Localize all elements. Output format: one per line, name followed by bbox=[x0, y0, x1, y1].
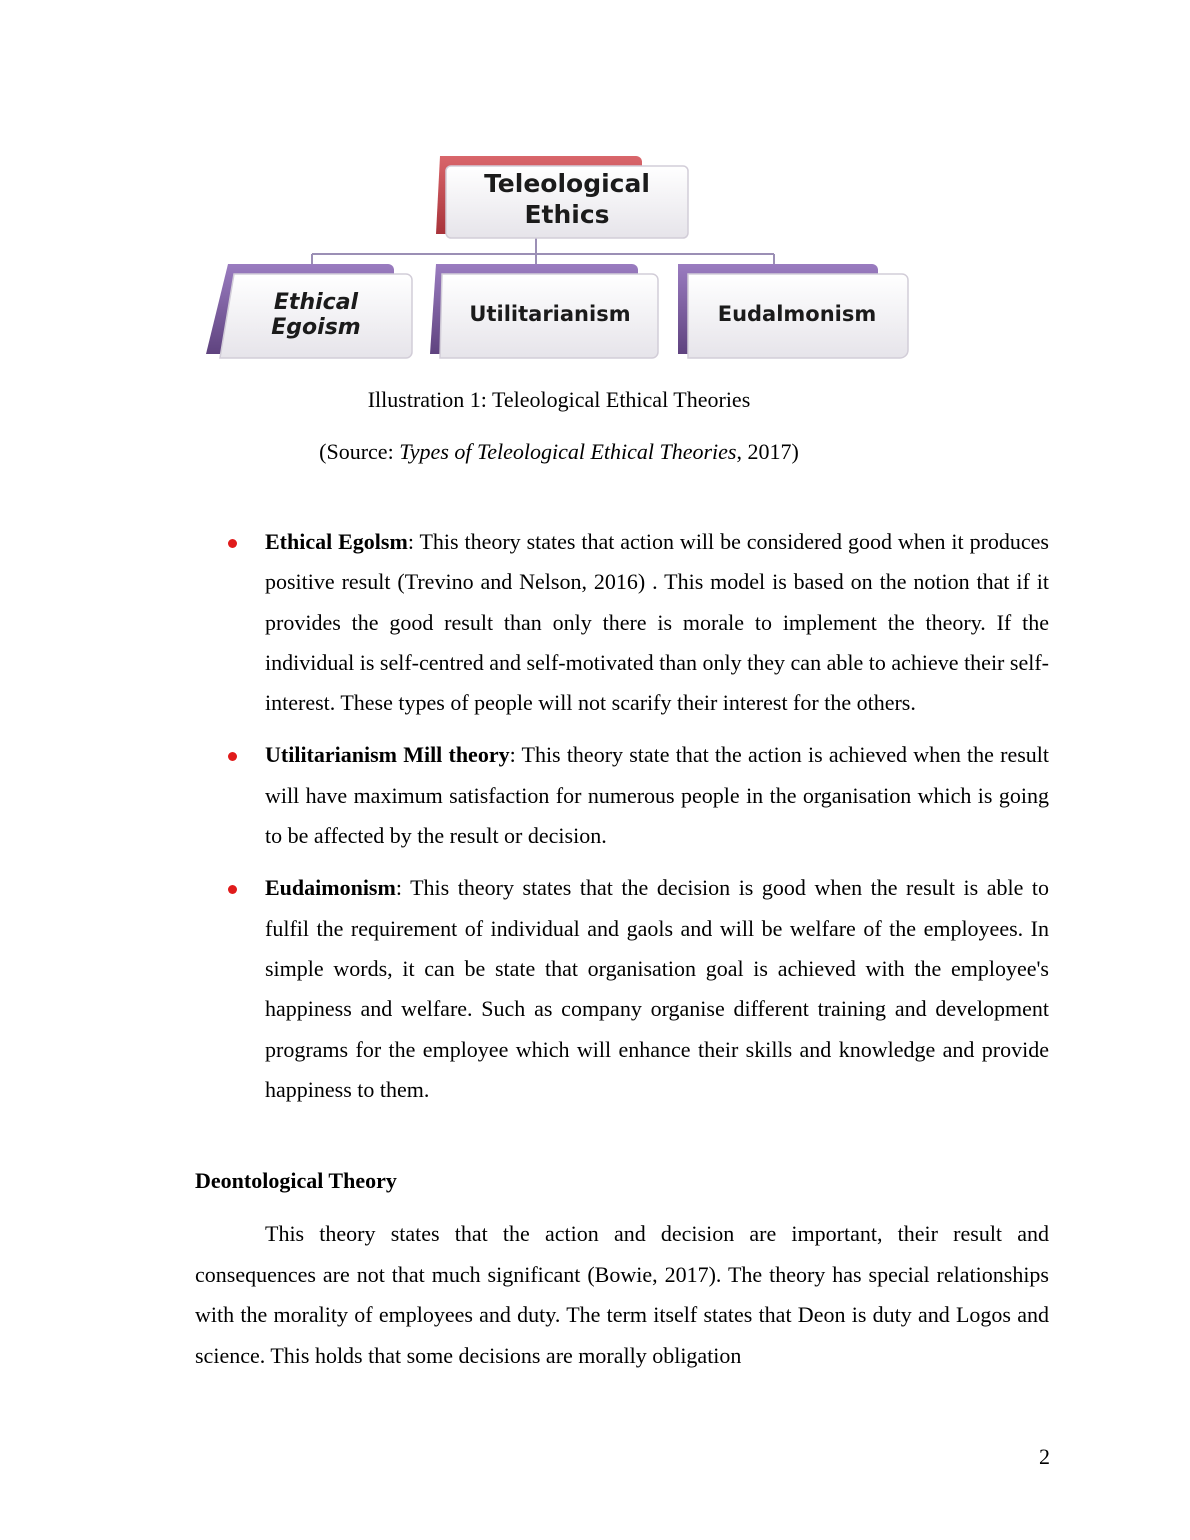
child-box-utilitarianism bbox=[430, 264, 658, 358]
bullet-text: : This theory states that the decision is good when the result is able to fulfil the requirement of individual and gaols and will be welfare of the employees. In simple words, it can be state that organisation goal is achieved with the employee's happiness and welfare. Such as company organise different training and development programs for the employee which will enhance their skills and knowledge and provide happiness to them. bbox=[265, 875, 1049, 1102]
child-box-ethical-egoism bbox=[206, 264, 412, 358]
child-box-eudaimonism bbox=[678, 264, 908, 358]
bullet-utilitarianism bbox=[195, 735, 1049, 856]
section-paragraph: This theory states that the action and decision are important, their result and consequences are not that much significant (Bowie, 2017). The theory has special relationships with the morality of employees and duty. The term itself states that Deon is duty and Logos and science. This holds that some decisions are morally obligation bbox=[195, 1221, 1049, 1368]
bullet-dot-icon bbox=[228, 885, 237, 894]
bullet-ethical-egoism bbox=[195, 522, 1049, 723]
bullet-dot-icon bbox=[228, 752, 237, 761]
bullet-text: : This theory state that the action is achieved when the result will have maximum satisfaction for numerous people in the organisation which is going to be affected by the result or decision. bbox=[265, 742, 1050, 849]
source-suffix: , 2017) bbox=[736, 439, 799, 464]
bullet-term: Eudaimonism bbox=[265, 875, 396, 901]
illustration-source bbox=[195, 438, 923, 466]
bullet-text: : This theory states that action will be considered good when it produces positive result (Trevino and Nelson, 2016) . This model is based on the notion that if it provides the good result than only there is morale to implement the theory. If the individual is self-centred and self-motivated than only they can able to achieve their self-interest. These types of people will not scarify their interest for the others. bbox=[265, 529, 1049, 716]
child-label-utilitarianism: Utilitarianism bbox=[469, 302, 631, 326]
diagram-svg bbox=[200, 148, 930, 368]
section-heading: Deontological Theory bbox=[195, 1168, 397, 1193]
source-title: Types of Teleological Ethical Theories bbox=[399, 439, 737, 464]
bullet-term: Utilitarianism Mill theory bbox=[265, 742, 510, 768]
child-label-egoism: Egoism bbox=[271, 315, 361, 340]
source-prefix: (Source: bbox=[319, 439, 400, 464]
child-label-ethical: Ethical bbox=[273, 290, 359, 315]
theory-bullet-list bbox=[195, 522, 1049, 1122]
connector-lines bbox=[312, 238, 774, 266]
bullet-dot-icon bbox=[228, 539, 237, 548]
root-box bbox=[436, 156, 688, 238]
page-number: 2 bbox=[1039, 1444, 1050, 1469]
teleological-ethics-diagram bbox=[200, 148, 930, 368]
bullet-term: Ethical Egolsm bbox=[265, 529, 408, 554]
child-label-eudalmonism: Eudalmonism bbox=[717, 302, 877, 326]
illustration-caption: Illustration 1: Teleological Ethical Theories bbox=[367, 387, 751, 412]
bullet-eudaimonism bbox=[195, 868, 1049, 1110]
root-label-line1: Teleological bbox=[484, 169, 650, 198]
root-label-line2: Ethics bbox=[524, 200, 610, 229]
